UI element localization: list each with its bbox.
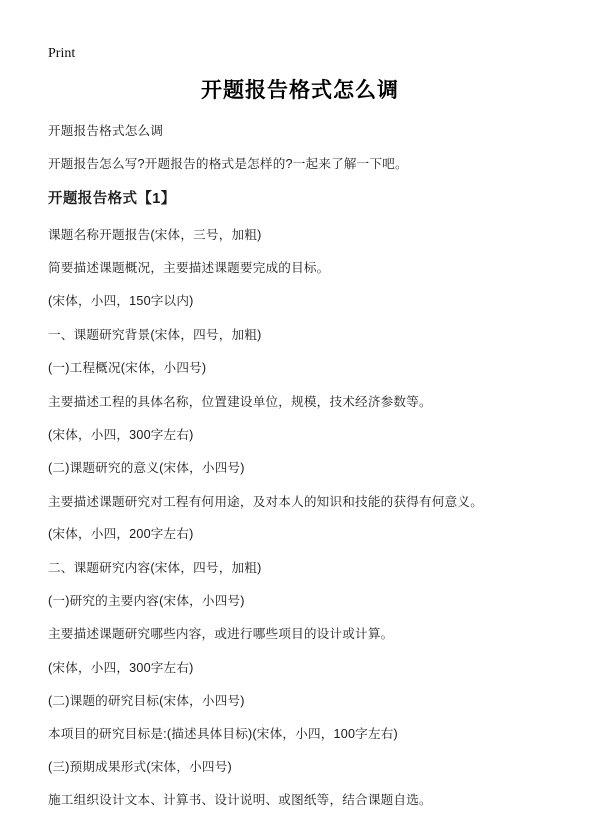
section-heading: 开题报告格式【1】 [48, 190, 176, 207]
paragraph: (宋体，小四，200字左右) [48, 527, 194, 542]
paragraph: 主要描述工程的具体名称，位置建设单位，规模，技术经济参数等。 [48, 394, 432, 409]
paragraph: 一、课题研究背景(宋体，四号，加粗) [48, 327, 262, 342]
paragraph: (宋体，小四，300字左右) [48, 660, 194, 675]
paragraph: 简要描述课题概况，主要描述课题要完成的目标。 [48, 261, 330, 276]
paragraph: (宋体，小四，150字以内) [48, 294, 194, 309]
paragraph: 施工组织设计文本、计算书、设计说明、或图纸等，结合课题自选。 [48, 793, 432, 808]
paragraph: (三)预期成果形式(宋体，小四号) [48, 759, 232, 774]
paragraph: (二)课题研究的意义(宋体，小四号) [48, 461, 245, 476]
paragraph: 课题名称开题报告(宋体，三号，加粗) [48, 227, 262, 242]
paragraph: 开题报告怎么写?开题报告的格式是怎样的?一起来了解一下吧。 [48, 157, 408, 172]
paragraph: (二)课题的研究目标(宋体，小四号) [48, 694, 245, 709]
paragraph: 主要描述课题研究哪些内容，或进行哪些项目的设计或计算。 [48, 627, 394, 642]
paragraph: 主要描述课题研究对工程有何用途，及对本人的知识和技能的获得有何意义。 [48, 494, 483, 509]
paragraph: (一)研究的主要内容(宋体，小四号) [48, 593, 245, 608]
paragraph: (一)工程概况(宋体，小四号) [48, 361, 207, 376]
paragraph: (宋体，小四，300字左右) [48, 427, 194, 442]
paragraph: 本项目的研究目标是:(描述具体目标)(宋体，小四，100字左右) [48, 727, 398, 742]
page-title: 开题报告格式怎么调 [201, 78, 399, 102]
paragraph: 开题报告格式怎么调 [48, 124, 164, 139]
print-button[interactable]: Print [48, 46, 76, 61]
document-body [48, 122, 552, 810]
paragraph: 二、课题研究内容(宋体，四号，加粗) [48, 560, 262, 575]
